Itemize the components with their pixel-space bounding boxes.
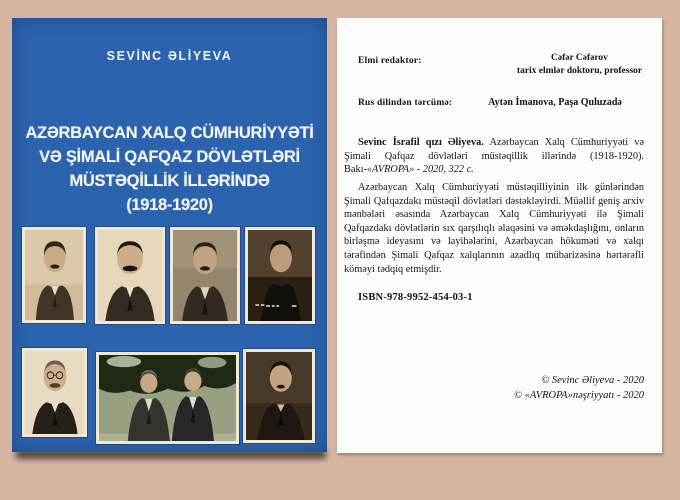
group-photo-illustration — [99, 355, 236, 441]
cover-photo-portrait-1 — [22, 227, 86, 323]
cover-photo-portrait-6 — [243, 349, 315, 443]
cover-photo-portrait-3 — [170, 227, 240, 324]
copyright-block — [514, 374, 644, 403]
cover-photo-portrait-4 — [245, 227, 315, 324]
portrait-3-illustration — [173, 230, 237, 321]
cover-photo-portrait-5 — [22, 348, 87, 437]
editor-block — [502, 52, 657, 78]
cover-photo-portrait-2 — [95, 227, 165, 324]
annotation-paragraph: Azərbaycan Xalq Cümhuriyyəti müstəqilliyinin ilk günlərindən Şimali Qafqazdakı müstəqil dövlətləri dəstəkləyirdi. Müəllif geniş arxiv mənbələri əsasında Azərbaycan Xalq Cümhuriyyəti ilə Şimali Qafqazdakı dövlətlərin sıx qarşılıqlı əlaqəsini və əməkdaşlığını, onların birləşmə ideyasını və layihələrini, Azərbaycan hökuməti və xalqı tərəfindən Şimali Qafqaz xalqlarının azadlıq mübarizəsinə hərtərəfli köməyi tədqiq etmişdir. — [344, 182, 644, 275]
isbn-number: ISBN-978-9952-454-03-1 — [358, 292, 473, 303]
biblio-author-bold: Sevinc İsrafil qızı Əliyeva. — [358, 137, 484, 148]
book-cover — [12, 18, 327, 452]
portrait-1-illustration — [25, 230, 83, 320]
cover-title-line-2: VƏ ŞİMALİ QAFQAZ DÖVLƏTLƏRİ — [39, 148, 300, 166]
cover-title-line-1: AZƏRBAYCAN XALQ CÜMHURİYYƏTİ — [25, 124, 314, 142]
biblio-publisher-italic: «AVROPA» - 2020, 322 c. — [366, 164, 474, 176]
editor-degree: tarix elmlər doktoru, professor — [516, 66, 643, 76]
biblio-title-text: Azərbaycan Xalq Cümhuriyyəti və Şimali Qafqaz dövlətləri müstəqillik illərində (1918-1920). Bakı- — [344, 137, 644, 176]
translators-names: Aytən İmanova, Paşa Quluzadə — [488, 97, 622, 108]
copyright-publisher-line: © «AVROPA»nəşriyyatı - 2020 — [513, 389, 644, 401]
portrait-5-illustration — [25, 351, 84, 434]
translation-label: Rus dilindən tərcümə: — [358, 98, 453, 108]
cover-author-name: SEVİNC ƏLİYEVA — [106, 49, 233, 63]
copyright-author-line: © Sevinc Əliyeva - 2020 — [541, 375, 644, 386]
cover-title-years: (1918-1920) — [126, 196, 213, 214]
bibliographic-entry — [344, 136, 644, 177]
editor-name: Cəfər Cəfərov — [551, 53, 608, 63]
cover-title — [12, 121, 327, 217]
portrait-6-illustration — [246, 352, 312, 440]
portrait-4-illustration — [248, 230, 312, 321]
cover-title-line-3: MÜSTƏQİLLİK İLLƏRİNDƏ — [69, 172, 270, 190]
cover-photo-group — [96, 352, 239, 444]
title-page — [337, 18, 662, 453]
portrait-2-illustration — [98, 230, 162, 321]
editor-label: Elmi redaktor: — [358, 56, 422, 66]
